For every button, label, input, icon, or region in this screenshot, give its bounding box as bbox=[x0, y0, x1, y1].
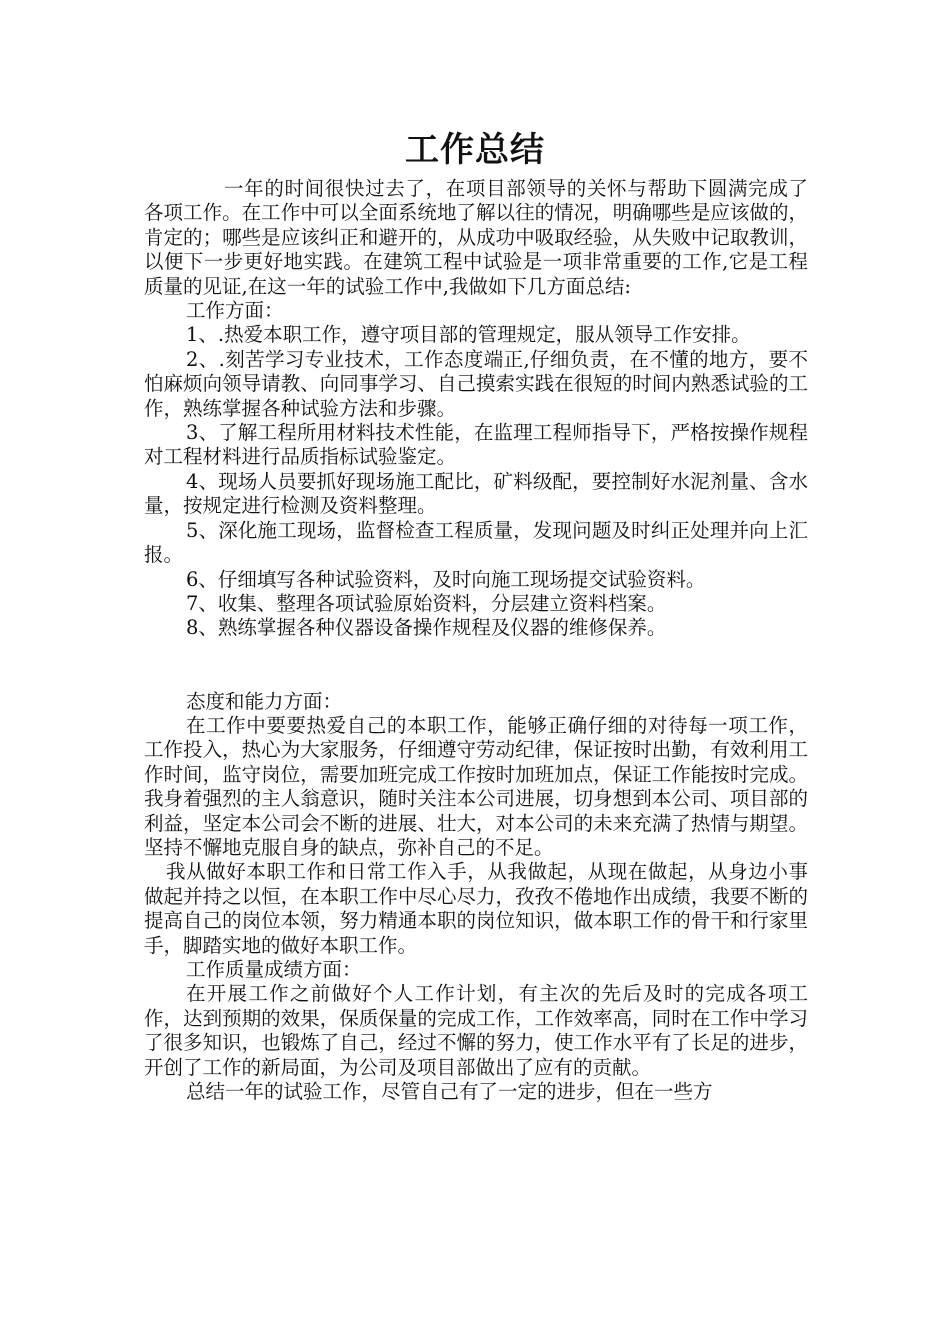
summary-paragraph: 总结一年的试验工作，尽管自己有了一定的进步，但在一些方 bbox=[186, 1080, 713, 1104]
quality-paragraph: 在开展工作之前做好个人工作计划，有主次的先后及时的完成各项工作，达到预期的效果，保质保量的完成工作，工作效率高，同时在工作中学习了很多知识，也锻炼了自己，经过不懈的努力，使工作水平有了长足的进步，开创了工作的新局面，为公司及项目部做出了应有的贡献。 bbox=[144, 982, 808, 1079]
work-item-7: 7、收集、整理各项试验原始资料，分层建立资料档案。 bbox=[186, 591, 667, 615]
work-item-1: 1、.热爱本职工作，遵守项目部的管理规定，服从领导工作安排。 bbox=[186, 323, 751, 347]
section-heading-attitude: 态度和能力方面： bbox=[186, 689, 343, 713]
section-heading-work: 工作方面： bbox=[186, 299, 284, 323]
intro-paragraph: 一年的时间很快过去了，在项目部领导的关怀与帮助下圆满完成了各项工作。在工作中可以全面系统地了解以往的情况，明确哪些是应该做的，肯定的；哪些是应该纠正和避开的，从成功中吸取经验，从失败中记取教训，以便下一步更好地实践。在建筑工程中试验是一项非常重要的工作,它是工程质量的见证,在这一年的试验工作中,我做如下几方面总结: bbox=[144, 177, 808, 298]
section-heading-quality: 工作质量成绩方面： bbox=[186, 957, 362, 981]
document-body bbox=[144, 177, 808, 1104]
document-title: 工作总结 bbox=[405, 130, 545, 170]
attitude-paragraph: 在工作中要要热爱自己的本职工作，能够正确仔细的对待每一项工作，工作投入，热心为大家服务，仔细遵守劳动纪律，保证按时出勤，有效利用工作时间，监守岗位，需要加班完成工作按时加班加点，保证工作能按时完成。我身着强烈的主人翁意识，随时关注本公司进展，切身想到本公司、项目部的利益，坚定本公司会不断的进展、壮大，对本公司的未来充满了热情与期望。坚持不懈地克服自身的缺点，弥补自己的不足。 bbox=[144, 713, 808, 859]
work-item-4: 4、现场人员要抓好现场施工配比，矿料级配，要控制好水泥剂量、含水量，按规定进行检测及资料整理。 bbox=[144, 469, 808, 518]
daily-work-paragraph: 我从做好本职工作和日常工作入手，从我做起，从现在做起，从身边小事做起并持之以恒，在本职工作中尽心尽力，孜孜不倦地作出成绩，我要不断的提高自己的岗位本领，努力精通本职的岗位知识，做本职工作的骨干和行家里手，脚踏实地的做好本职工作。 bbox=[144, 860, 808, 957]
work-item-2: 2、.刻苦学习专业技术，工作态度端正,仔细负责，在不懂的地方，要不怕麻烦向领导请教、向同事学习、自己摸索实践在很短的时间内熟悉试验的工作，熟练掌握各种试验方法和步骤。 bbox=[144, 347, 808, 420]
work-item-5: 5、深化施工现场，监督检查工程质量，发现问题及时纠正处理并向上汇报。 bbox=[144, 518, 808, 567]
work-item-8: 8、熟练掌握各种仪器设备操作规程及仪器的维修保养。 bbox=[186, 616, 667, 640]
blank-space bbox=[144, 641, 808, 690]
work-item-3: 3、了解工程所用材料技术性能，在监理工程师指导下，严格按操作规程对工程材料进行品质指标试验鉴定。 bbox=[144, 421, 808, 469]
work-item-6: 6、仔细填写各种试验资料，及时向施工现场提交试验资料。 bbox=[186, 567, 706, 591]
